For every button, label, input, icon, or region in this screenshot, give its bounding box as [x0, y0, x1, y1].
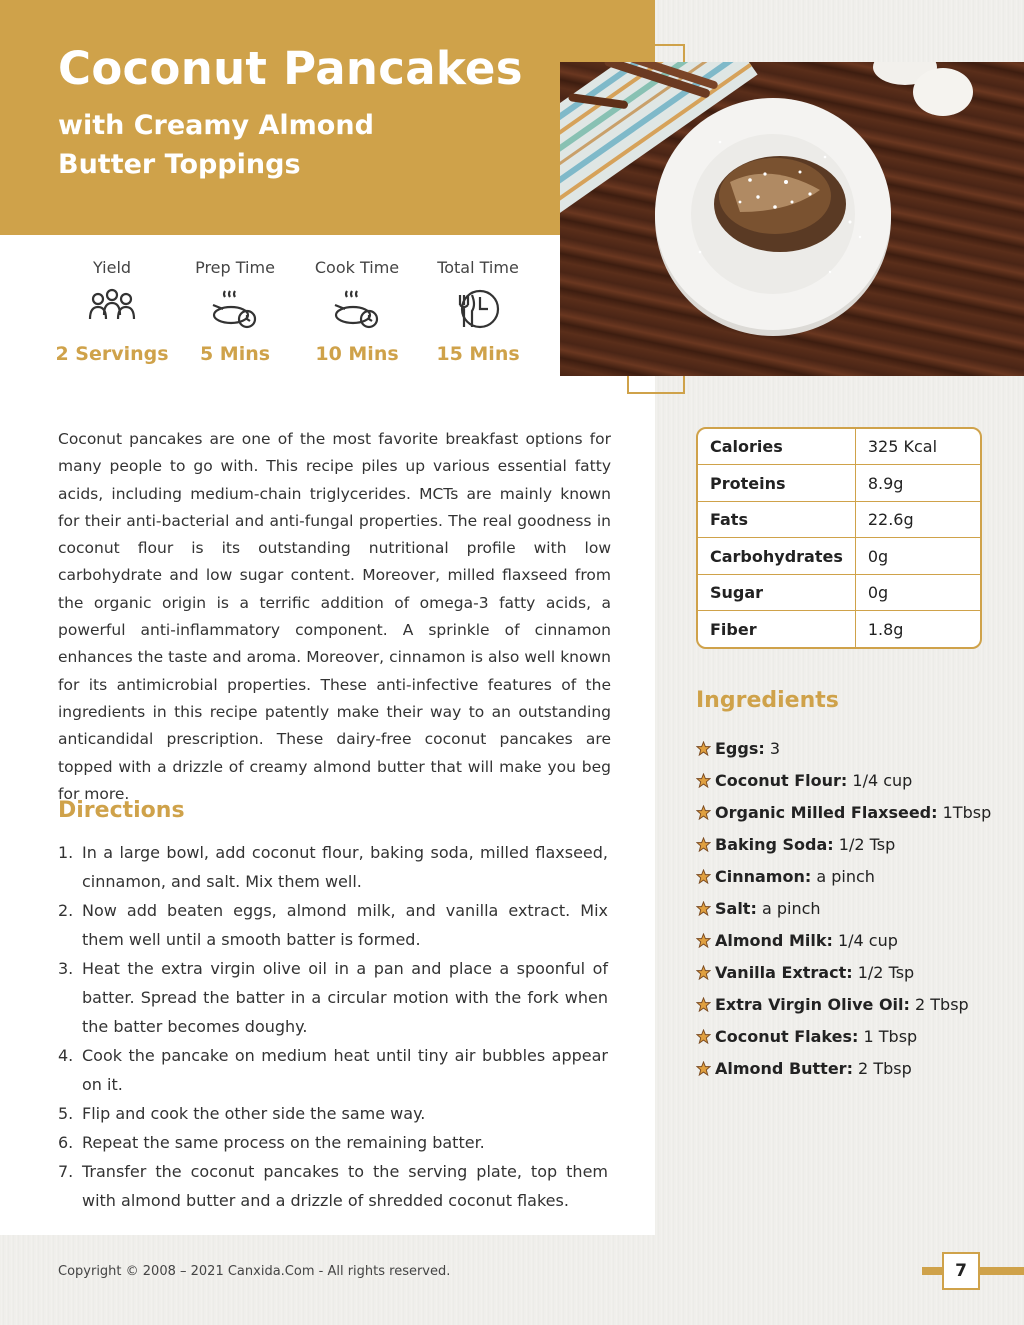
- direction-step: [58, 1099, 608, 1128]
- step-number: 6.: [58, 1133, 74, 1152]
- step-number: 7.: [58, 1162, 74, 1181]
- ingredient-item: [696, 764, 1016, 796]
- star-icon: [696, 1061, 711, 1076]
- ingredient-name: Extra Virgin Olive Oil:: [715, 994, 910, 1014]
- ingredient-name: Organic Milled Flaxseed:: [715, 802, 938, 822]
- direction-step: [58, 838, 608, 896]
- stat-prep-time: [175, 258, 295, 365]
- ingredient-amount: 3: [764, 738, 781, 758]
- ingredient-item: [696, 892, 1016, 924]
- directions-list: [58, 838, 608, 1215]
- ingredient-name: Coconut Flour:: [715, 770, 848, 790]
- step-text: Repeat the same process on the remaining batter.: [82, 1133, 485, 1152]
- nutrition-value: 8.9g: [855, 465, 980, 502]
- ingredient-amount: 2 Tbsp: [909, 994, 969, 1014]
- nutrition-row: [698, 429, 980, 465]
- step-text: Now add beaten eggs, almond milk, and vanilla extract. Mix them well until a smooth batter is formed.: [82, 901, 608, 949]
- star-icon: [696, 773, 711, 788]
- direction-step: [58, 896, 608, 954]
- ingredient-item: [696, 924, 1016, 956]
- ingredient-amount: a pinch: [756, 898, 821, 918]
- nutrition-row: [698, 611, 980, 647]
- ingredient-name: Salt:: [715, 898, 757, 918]
- nutrition-key: Proteins: [698, 465, 855, 502]
- star-icon: [696, 965, 711, 980]
- direction-step: [58, 1128, 608, 1157]
- stat-total-time: [418, 258, 538, 365]
- stat-yield: [52, 258, 172, 365]
- recipe-stats: [50, 258, 540, 378]
- ingredient-amount: 1/4 cup: [847, 770, 913, 790]
- ingredient-item: [696, 1020, 1016, 1052]
- ingredient-name: Cinnamon:: [715, 866, 812, 886]
- direction-step: [58, 954, 608, 1041]
- nutrition-row: [698, 501, 980, 538]
- step-number: 2.: [58, 901, 74, 920]
- stat-value: 5 Mins: [199, 343, 271, 365]
- stat-label: Cook Time: [314, 258, 400, 277]
- nutrition-key: Calories: [698, 429, 855, 465]
- star-icon: [696, 901, 711, 916]
- nutrition-key: Fats: [698, 501, 855, 538]
- page-number: 7: [942, 1252, 980, 1290]
- ingredient-name: Almond Milk:: [715, 930, 833, 950]
- nutrition-key: Fiber: [698, 611, 855, 647]
- nutrition-value: 22.6g: [855, 501, 980, 538]
- stat-label: Yield: [92, 258, 132, 277]
- nutrition-value: 325 Kcal: [855, 429, 980, 465]
- footer-background-texture: [0, 1235, 1024, 1325]
- ingredient-name: Vanilla Extract:: [715, 962, 853, 982]
- nutrition-value: 1.8g: [867, 619, 904, 639]
- ingredient-item: [696, 828, 1016, 860]
- direction-step: [58, 1157, 608, 1215]
- ingredients-list: [696, 732, 1016, 1084]
- ingredient-amount: 1 Tbsp: [858, 1026, 918, 1046]
- star-icon: [696, 1029, 711, 1044]
- direction-step: [58, 1041, 608, 1099]
- nutrition-row: [698, 538, 980, 575]
- ingredients-heading: Ingredients: [696, 688, 839, 713]
- people-icon: [86, 285, 138, 333]
- ingredient-item: [696, 956, 1016, 988]
- recipe-subtitle: with Creamy Almond Butter Toppings: [58, 110, 374, 180]
- recipe-intro: Coconut pancakes are one of the most favorite breakfast options for many people to go with. This recipe piles up various essential fatty acids, including medium-chain triglycerides. MCTs are mainly known for their anti-bacterial and anti-fungal properties. The real goodness in coconut flour is its outstanding nutritional profile with low carbohydrate and low sugar content. Moreover, milled flaxseed from the organic origin is a terrific addition of omega-3 fatty acids, a powerful anti-inflammatory component. A sprinkle of cinnamon enhances the taste and aroma. Moreover, cinnamon is also well known for its antimicrobial properties. These anti-infective features of the ingredients in this recipe patently make their way to an outstanding anticandidal prescription. These dairy-free coconut pancakes are topped with a drizzle of creamy almond butter that will make you beg for more.: [58, 430, 611, 803]
- header-band: [0, 0, 655, 235]
- stat-label: Prep Time: [195, 258, 275, 277]
- ingredient-item: [696, 988, 1016, 1020]
- star-icon: [696, 869, 711, 884]
- ingredient-amount: 1/2 Tsp: [833, 834, 896, 854]
- star-icon: [696, 741, 711, 756]
- step-text: Cook the pancake on medium heat until tiny air bubbles appear on it.: [82, 1046, 608, 1094]
- star-icon: [696, 837, 711, 852]
- step-text: In a large bowl, add coconut flour, baking soda, milled flaxseed, cinnamon, and salt. Mix them well.: [82, 843, 608, 891]
- ingredient-name: Baking Soda:: [715, 834, 834, 854]
- nutrition-key: Sugar: [698, 574, 855, 611]
- star-icon: [696, 933, 711, 948]
- step-number: 4.: [58, 1046, 74, 1065]
- stat-value: 10 Mins: [315, 343, 399, 365]
- nutrition-value: 0g: [855, 538, 980, 575]
- recipe-title: Coconut Pancakes: [58, 42, 523, 95]
- nutrition-key: Carbohydrates: [698, 538, 855, 575]
- nutrition-row: [698, 465, 980, 502]
- step-text: Transfer the coconut pancakes to the serving plate, top them with almond butter and a drizzle of shredded coconut flakes.: [82, 1162, 608, 1210]
- ingredient-item: [696, 796, 1016, 828]
- ingredient-amount: 1Tbsp: [937, 802, 992, 822]
- ingredient-item: [696, 732, 1016, 764]
- ingredient-name: Coconut Flakes:: [715, 1026, 859, 1046]
- ingredient-amount: 1/4 cup: [832, 930, 898, 950]
- ingredient-amount: 2 Tbsp: [852, 1058, 912, 1078]
- ingredient-item: [696, 1052, 1016, 1084]
- stat-cook-time: [297, 258, 417, 365]
- ingredient-amount: 1/2 Tsp: [852, 962, 915, 982]
- stat-value: 2 Servings: [55, 343, 169, 365]
- step-number: 1.: [58, 843, 74, 862]
- nutrition-value: 0g: [855, 574, 980, 611]
- pan-timer-icon: [331, 285, 383, 333]
- ingredient-name: Eggs:: [715, 738, 765, 758]
- directions-heading: Directions: [58, 798, 185, 823]
- copyright-text: Copyright © 2008 – 2021 Canxida.Com - All rights reserved.: [58, 1264, 451, 1279]
- nutrition-table: [696, 427, 982, 649]
- utensils-clock-icon: [452, 285, 504, 333]
- ingredient-item: [696, 860, 1016, 892]
- ingredient-name: Almond Butter:: [715, 1058, 853, 1078]
- step-number: 5.: [58, 1104, 74, 1123]
- pan-timer-icon: [209, 285, 261, 333]
- recipe-photo: [560, 62, 1024, 376]
- star-icon: [696, 997, 711, 1012]
- nutrition-row: [698, 574, 980, 611]
- stat-value: 15 Mins: [436, 343, 520, 365]
- stat-label: Total Time: [437, 258, 519, 277]
- ingredient-amount: a pinch: [811, 866, 875, 886]
- star-icon: [696, 805, 711, 820]
- step-text: Flip and cook the other side the same way.: [82, 1104, 426, 1123]
- step-number: 3.: [58, 959, 74, 978]
- step-text: Heat the extra virgin olive oil in a pan and place a spoonful of batter. Spread the batter in a circular motion with the fork when the batter becomes doughy.: [82, 959, 608, 1036]
